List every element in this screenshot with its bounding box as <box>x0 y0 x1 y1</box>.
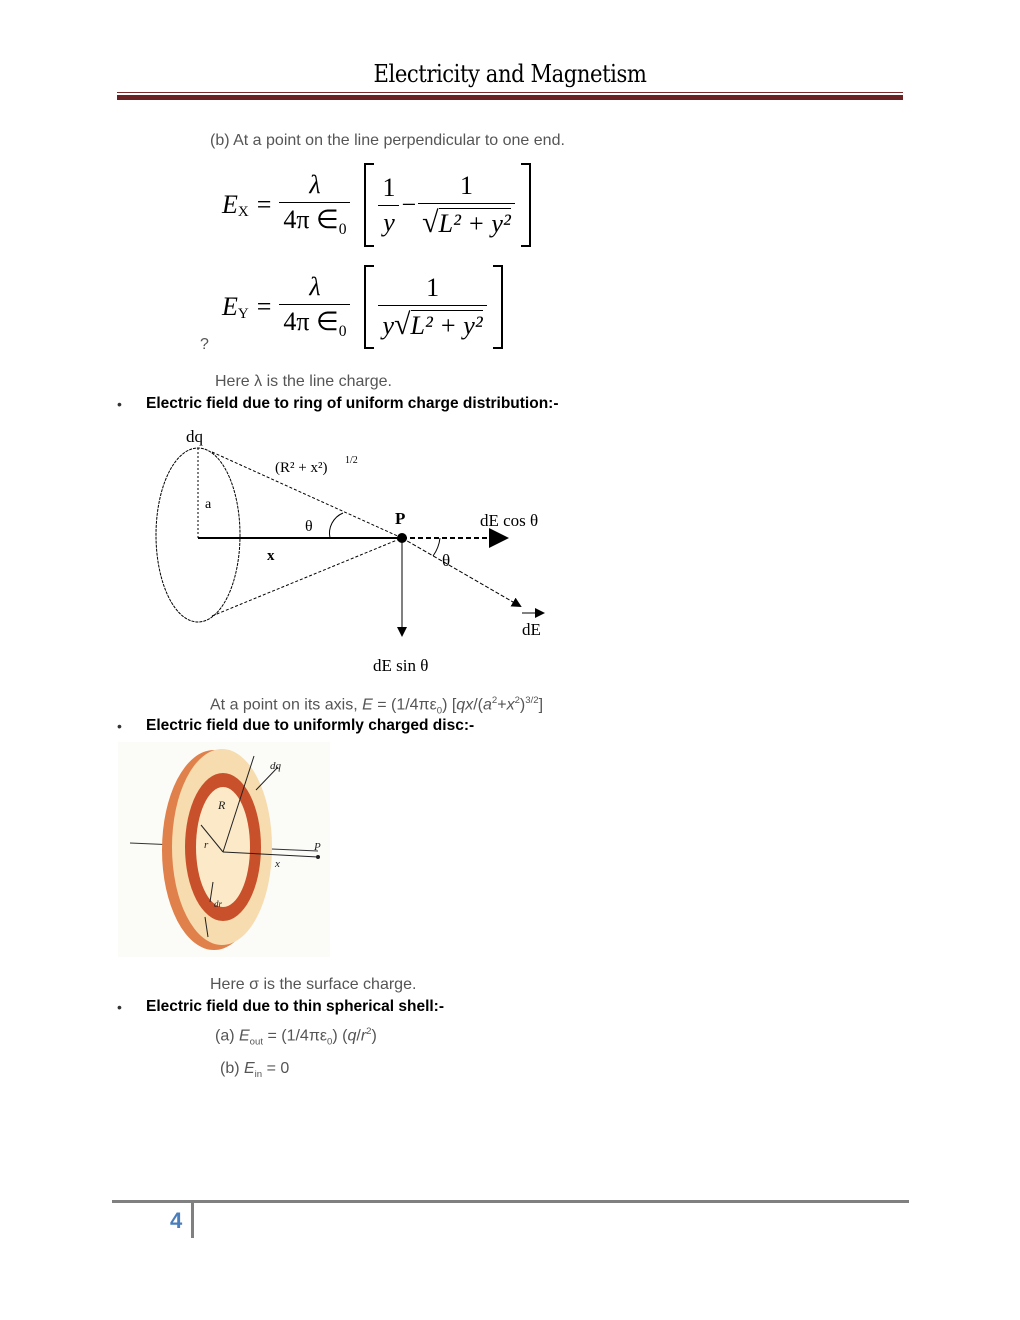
formula-e: E <box>362 696 373 714</box>
formula-a: a <box>482 696 492 714</box>
ex-minus: − <box>401 190 417 219</box>
label-a: a <box>205 497 212 512</box>
lower-slant-line <box>212 538 402 616</box>
formula-b-prefix: (b) <box>220 1060 244 1077</box>
ey-prefactor-den-sub: 0 <box>338 323 347 341</box>
footer-divider <box>191 1202 194 1238</box>
formula-prefix: At a point on its axis, <box>210 696 363 714</box>
ex-term1-den: y <box>383 207 395 237</box>
formula-a-end: ) <box>371 1027 377 1045</box>
ex-term2 <box>418 171 515 240</box>
ex-left-bracket <box>364 163 374 247</box>
formula-qx: qx <box>456 696 474 714</box>
ex-term2-num: 1 <box>418 171 515 204</box>
header-rule-thin <box>117 92 903 93</box>
label-p: P <box>314 841 321 853</box>
ey-right-bracket <box>493 265 503 349</box>
label-theta-1: θ <box>305 518 313 535</box>
ey-term-den-root: L² + y² <box>410 310 483 340</box>
ey-eq: = <box>256 292 272 321</box>
ey-prefactor-den: 4π ∈ <box>283 307 339 337</box>
formula-a-prefix: (a) <box>215 1027 239 1045</box>
formula-b-rest: = 0 <box>262 1060 290 1077</box>
label-dq: dq <box>270 760 281 772</box>
ey-prefactor-num: λ <box>279 272 350 305</box>
ey-term <box>378 273 486 342</box>
formula-a-e: E <box>239 1027 250 1045</box>
formula-eq: = (1/4πε <box>372 696 437 714</box>
formula-b-e: E <box>244 1060 255 1077</box>
label-theta-2: θ <box>442 551 451 570</box>
label-de: dE <box>522 620 541 639</box>
label-p: P <box>395 509 406 528</box>
formula-close: ) <box>519 696 526 714</box>
point-p-dot <box>316 855 320 859</box>
ex-prefactor-num: λ <box>279 170 350 203</box>
formula-a-r: r <box>360 1027 367 1045</box>
label-x: x <box>267 548 275 564</box>
page-number: 4 <box>170 1208 183 1233</box>
ring-ellipse <box>156 448 240 622</box>
ring-field-diagram <box>140 420 580 680</box>
theta-arc <box>329 513 343 538</box>
formula-a-r-exp: 2 <box>366 1026 372 1037</box>
ex-eq: = <box>256 190 272 219</box>
ey-prefactor <box>279 272 350 341</box>
label-de-sin: dE sin θ <box>373 656 429 675</box>
header-rule-thick <box>117 95 903 100</box>
ex-term1 <box>378 173 399 238</box>
shell-heading: Electric field due to thin spherical shell:- <box>146 998 445 1015</box>
sqrt-icon: √ <box>394 307 411 341</box>
ey-term-den-y: y <box>382 310 395 340</box>
ex-prefactor-den-sub: 0 <box>338 221 347 239</box>
formula-end: ] <box>538 696 544 714</box>
disc-heading: Electric field due to uniformly charged disc:- <box>146 717 475 734</box>
bullet-icon: • <box>117 718 122 734</box>
ey-term-num: 1 <box>378 273 486 306</box>
label-distance-exp: 1/2 <box>345 455 358 466</box>
ex-prefactor-den: 4π ∈ <box>283 205 339 235</box>
formula-mid: ) [ <box>442 696 457 714</box>
label-de-cos: dE cos θ <box>480 511 539 530</box>
theta-arc-2 <box>433 538 440 556</box>
footer-rule <box>112 1200 909 1203</box>
formula-a-slash: / <box>356 1027 361 1045</box>
line-charge-note: Here λ is the line charge. <box>215 373 392 390</box>
ey-left-bracket <box>364 265 374 349</box>
stray-question-mark: ? <box>200 336 209 353</box>
formula-a-q: q <box>347 1027 357 1045</box>
formula-a-mid: ) ( <box>332 1027 348 1045</box>
ring-axis-formula <box>210 695 543 717</box>
label-dq: dq <box>186 427 203 446</box>
label-r: r <box>204 839 209 851</box>
bullet-icon: • <box>117 396 122 412</box>
ey-lhs: E <box>222 292 238 321</box>
formula-a-eps-sub: 0 <box>327 1036 333 1048</box>
formula-a-eq: = (1/4πε <box>263 1027 327 1045</box>
ex-right-bracket <box>521 163 531 247</box>
label-x: x <box>275 858 280 870</box>
equation-ex <box>222 160 531 250</box>
formula-eps-sub: 0 <box>436 705 443 717</box>
formula-b-sub: in <box>254 1069 263 1081</box>
formula-x-exp: 2 <box>514 695 520 706</box>
formula-a-exp: 2 <box>491 695 498 706</box>
label-dr: dr <box>214 899 223 909</box>
formula-slash: /( <box>473 696 483 714</box>
formula-plus: + <box>497 696 507 714</box>
ring-heading: Electric field due to ring of uniform charge distribution:- <box>146 395 559 412</box>
formula-exp: 3/2 <box>525 695 539 706</box>
formula-x: x <box>506 696 515 714</box>
section-b-text: (b) At a point on the line perpendicular to one end. <box>210 132 565 149</box>
ey-lhs-sub: Y <box>237 305 249 322</box>
bullet-icon: • <box>117 999 122 1015</box>
shell-formula-b <box>220 1060 289 1080</box>
label-R: R <box>218 798 226 812</box>
ex-lhs-sub: X <box>237 203 249 220</box>
ex-term2-den: L² + y² <box>438 208 511 238</box>
surface-charge-note: Here σ is the surface charge. <box>210 976 417 993</box>
formula-a-sub: out <box>249 1036 264 1048</box>
equation-ey <box>222 262 503 352</box>
label-distance: (R² + x²) <box>275 460 328 476</box>
charged-disc-diagram <box>118 742 330 957</box>
shell-formula-a <box>215 1026 377 1048</box>
ex-prefactor <box>279 170 350 239</box>
ex-term1-num: 1 <box>378 173 399 206</box>
ex-lhs: E <box>222 190 238 219</box>
page-header-title: Electricity and Magnetism <box>373 60 647 88</box>
de-arrow <box>402 538 520 606</box>
sqrt-icon: √ <box>422 205 439 239</box>
